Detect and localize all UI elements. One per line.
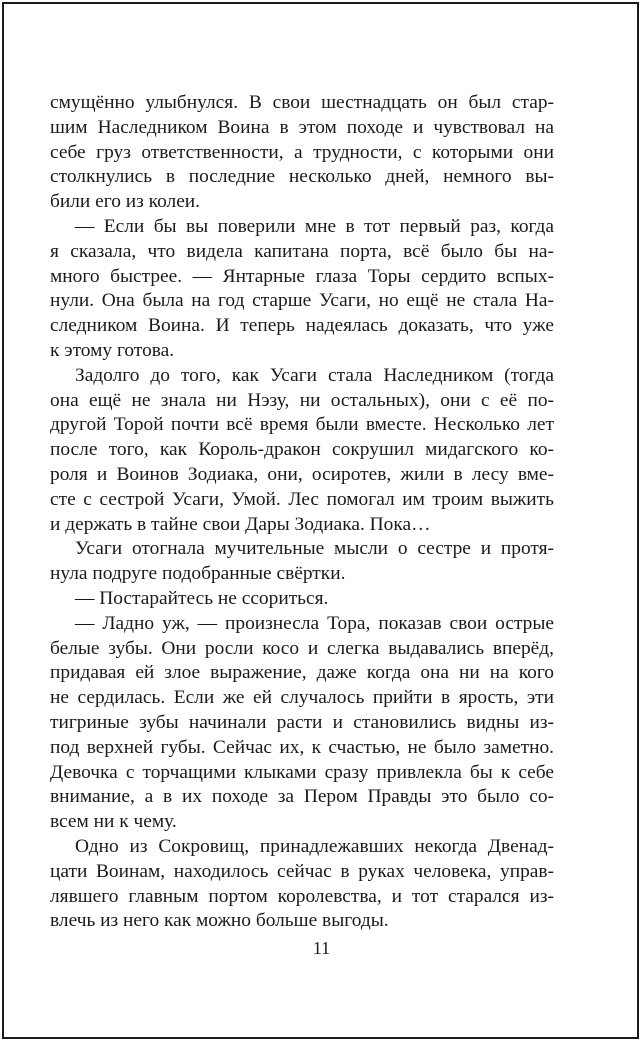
text-line: она ещё не знала ни Нэзу, ни остальных), они с её по- xyxy=(50,389,554,411)
text-line: Задолго до того, как Усаги стала Наследником (тогда xyxy=(75,364,554,386)
text-line: и держать в тайне свои Дары Зодиака. Пока… xyxy=(50,513,431,535)
text-line: — Ладно уж, — произнесла Тора, показав свои острые xyxy=(75,612,554,634)
text-line: Девочка с торчащими клыками сразу привлекла бы к себе xyxy=(50,761,554,783)
text-line: после того, как Король-дракон сокрушил мидагского ко- xyxy=(50,439,554,461)
text-line: всем ни к чему. xyxy=(50,811,177,833)
text-line: влечь из него как можно больше выгоды. xyxy=(50,910,389,932)
text-line: внимание, а в их походе за Пером Правды это было со- xyxy=(50,786,554,808)
text-line: придавая ей злое выражение, даже когда она ни на кого xyxy=(50,662,554,684)
text-line: — Постарайтесь не ссориться. xyxy=(75,587,329,609)
text-line: другой Торой почти всё время были вместе. Несколько лет xyxy=(50,414,554,436)
text-line: следником Воина. И теперь надеялась доказать, что уже xyxy=(50,315,554,337)
text-line: столкнулись в последние несколько дней, немного вы- xyxy=(50,166,554,188)
text-line: много быстрее. — Янтарные глаза Торы сердито вспых- xyxy=(50,265,554,287)
text-line: Усаги отогнала мучительные мысли о сестре и протя- xyxy=(75,538,554,560)
text-line: тигриные зубы начинали расти и становились видны из- xyxy=(50,711,554,733)
text-line: не сердилась. Если же ей случалось прийти в ярость, эти xyxy=(50,687,554,709)
text-line: нула подруге подобранные свёртки. xyxy=(50,563,346,585)
text-line: — Если бы вы поверили мне в тот первый раз, когда xyxy=(75,215,554,237)
text-line: к этому готова. xyxy=(50,339,175,361)
text-line: роля и Воинов Зодиака, они, осиротев, жили в лесу вме- xyxy=(50,463,554,485)
text-line: я сказала, что видела капитана порта, всё было бы на- xyxy=(50,240,554,262)
text-line: шим Наследником Воина в этом походе и чувствовал на xyxy=(50,116,554,138)
text-line: цати Воинам, находилось сейчас в руках человека, управ- xyxy=(50,860,554,882)
page-number: 11 xyxy=(312,938,331,958)
text-line: нули. Она была на год старше Усаги, но ещё не стала На- xyxy=(50,290,554,312)
text-line: сте с сестрой Усаги, Умой. Лес помогал им троим выжить xyxy=(50,488,554,510)
text-line: лявшего главным портом королевства, и тот старался из- xyxy=(50,885,554,907)
text-line: били его из колеи. xyxy=(50,191,201,213)
body-text xyxy=(50,91,554,934)
text-line: под верхней губы. Сейчас их, к счастью, не было заметно. xyxy=(50,736,554,758)
text-line: себе груз ответственности, а трудности, с которыми они xyxy=(50,141,554,163)
text-line: Одно из Сокровищ, принадлежавших некогда Двенад- xyxy=(75,835,554,857)
text-line: белые зубы. Они росли косо и слегка выдавались вперёд, xyxy=(50,637,554,659)
text-line: смущённо улыбнулся. В свои шестнадцать он был стар- xyxy=(50,92,554,113)
